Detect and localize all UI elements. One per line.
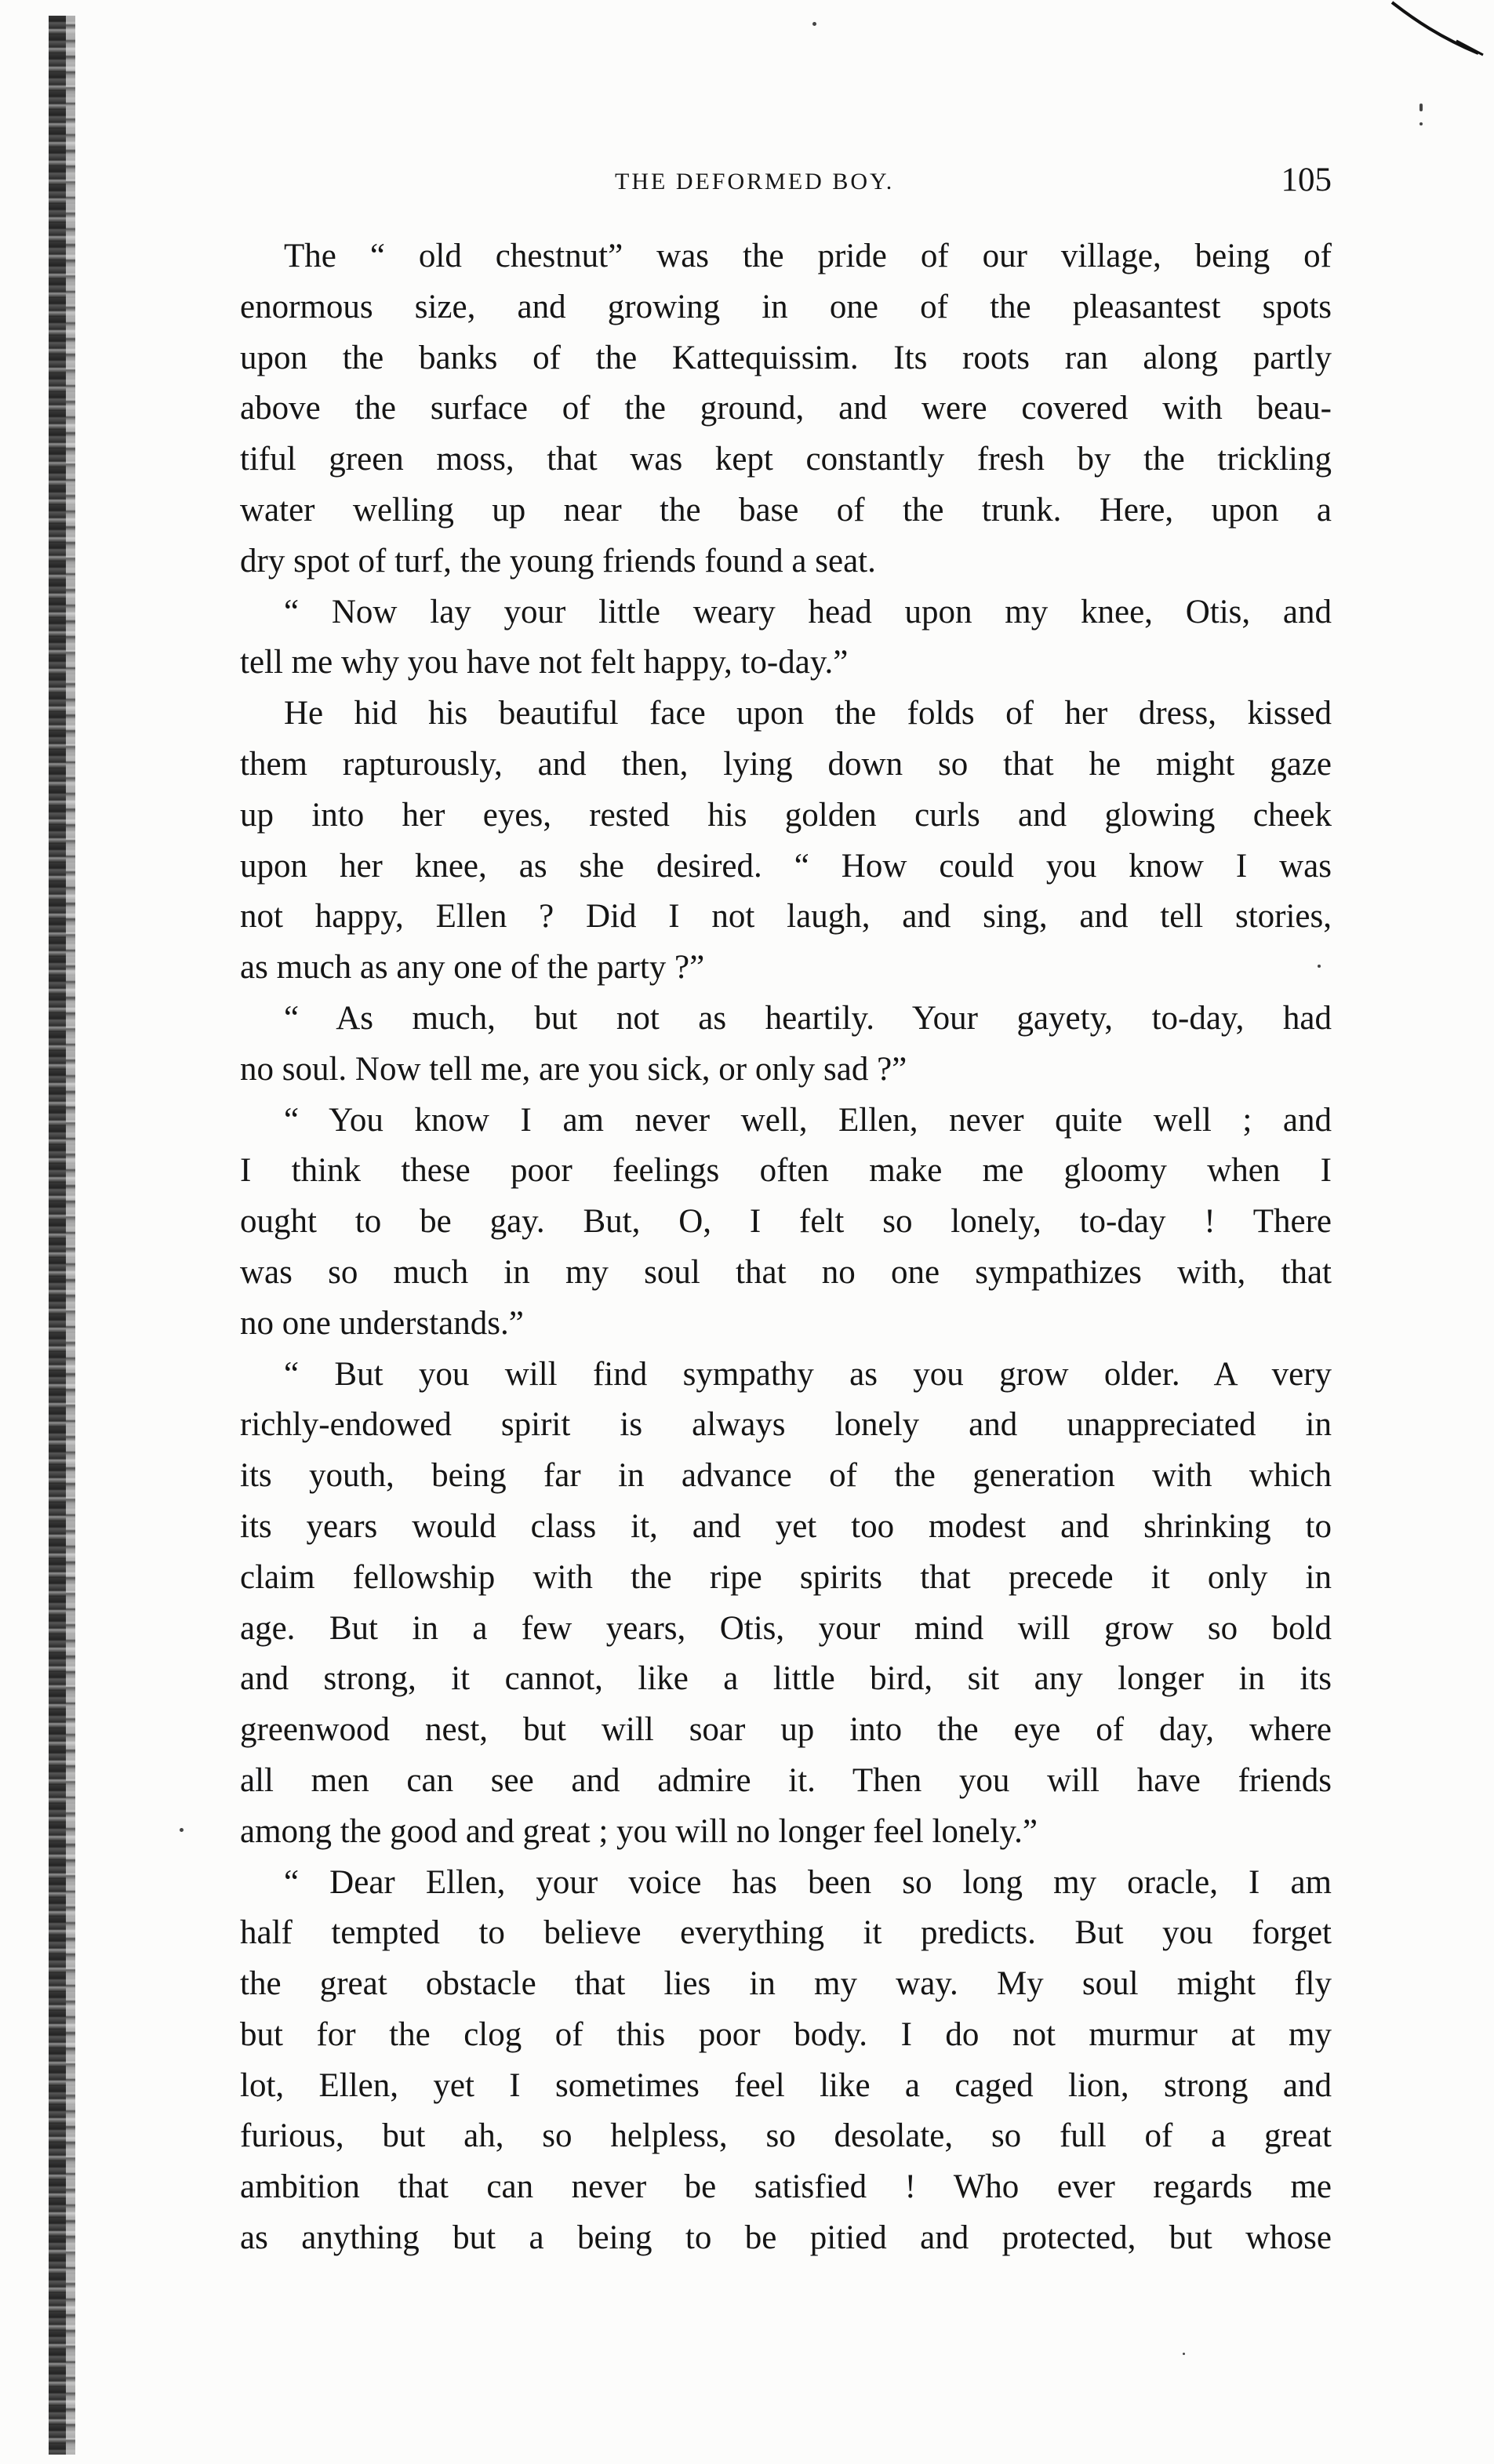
text-line: water welling up near the base of the trunk. Here, upon a bbox=[240, 491, 1332, 529]
text-line: ought to be gay. But, O, I felt so lonely, to-day ! There bbox=[240, 1203, 1332, 1241]
text-line: but for the clog of this poor body. I do not murmur at my bbox=[240, 2015, 1332, 2053]
text-line: up into her eyes, rested his golden curls and glowing cheek bbox=[240, 796, 1332, 834]
page-speck bbox=[812, 22, 816, 26]
running-title: THE DEFORMED BOY. bbox=[615, 169, 895, 194]
text-line: was so much in my soul that no one sympathizes with, that bbox=[240, 1253, 1332, 1291]
page-speck bbox=[180, 1828, 184, 1832]
text-line: “ But you will find sympathy as you grow older. A very bbox=[284, 1355, 1332, 1393]
text-line: the great obstacle that lies in my way. My soul might fly bbox=[240, 1965, 1332, 2003]
page-speck bbox=[1419, 104, 1423, 111]
text-line: dry spot of turf, the young friends found a seat. bbox=[240, 542, 876, 580]
page-speck bbox=[1419, 122, 1423, 125]
text-line: its youth, being far in advance of the generation with which bbox=[240, 1457, 1332, 1495]
text-line: The “ old chestnut” was the pride of our village, being of bbox=[284, 238, 1332, 274]
text-line: “ You know I am never well, Ellen, never quite well ; and bbox=[284, 1101, 1332, 1139]
text-line: He hid his beautiful face upon the folds of her dress, kissed bbox=[284, 695, 1332, 732]
text-line: “ Now lay your little weary head upon my knee, Otis, and bbox=[284, 593, 1332, 631]
page-number: 105 bbox=[1281, 162, 1332, 198]
text-line: age. But in a few years, Otis, your mind will grow so bold bbox=[240, 1609, 1332, 1647]
text-line: upon the banks of the Kattequissim. Its roots ran along partly bbox=[240, 339, 1332, 376]
page-header bbox=[240, 161, 1332, 208]
text-line: claim fellowship with the ripe spirits that precede it only in bbox=[240, 1558, 1332, 1596]
text-line: half tempted to believe everything it predicts. But you forget bbox=[240, 1914, 1332, 1952]
text-line: richly-endowed spirit is always lonely and unappreciated in bbox=[240, 1406, 1332, 1444]
text-line: no soul. Now tell me, are you sick, or only sad ?” bbox=[240, 1050, 907, 1088]
text-line: above the surface of the ground, and were covered with beau- bbox=[240, 390, 1332, 427]
text-line: and strong, it cannot, like a little bird, sit any longer in its bbox=[240, 1660, 1332, 1698]
corner-ink-mark bbox=[1384, 0, 1494, 71]
text-line: enormous size, and growing in one of the pleasantest spots bbox=[240, 288, 1332, 325]
text-line: among the good and great ; you will no longer feel lonely.” bbox=[240, 1812, 1038, 1850]
text-line: them rapturously, and then, lying down so that he might gaze bbox=[240, 745, 1332, 783]
text-line: not happy, Ellen ? Did I not laugh, and sing, and tell stories, bbox=[240, 898, 1332, 936]
text-line: greenwood nest, but will soar up into the eye of day, where bbox=[240, 1711, 1332, 1749]
text-line: all men can see and admire it. Then you will have friends bbox=[240, 1761, 1332, 1799]
page-speck bbox=[1183, 2353, 1185, 2355]
text-line: as much as any one of the party ?” bbox=[240, 949, 705, 987]
text-line: no one understands.” bbox=[240, 1304, 524, 1342]
text-line: as anything but a being to be pitied and protected, but whose bbox=[240, 2219, 1332, 2257]
text-line: “ As much, but not as heartily. Your gayety, to-day, had bbox=[284, 999, 1332, 1037]
text-line: upon her knee, as she desired. “ How could you know I was bbox=[240, 847, 1332, 885]
book-binding-edge bbox=[49, 16, 75, 2455]
text-line: I think these poor feelings often make me gloomy when I bbox=[240, 1152, 1332, 1190]
text-line: “ Dear Ellen, your voice has been so long my oracle, I am bbox=[284, 1863, 1332, 1901]
text-line: furious, but ah, so helpless, so desolate, so full of a great bbox=[240, 2117, 1332, 2155]
text-line: tiful green moss, that was kept constantly fresh by the trickling bbox=[240, 441, 1332, 478]
body-text bbox=[240, 231, 1332, 2264]
text-line: its years would class it, and yet too modest and shrinking to bbox=[240, 1507, 1332, 1545]
text-line: lot, Ellen, yet I sometimes feel like a caged lion, strong and bbox=[240, 2066, 1332, 2104]
text-line: ambition that can never be satisfied ! Who ever regards me bbox=[240, 2168, 1332, 2206]
text-line: tell me why you have not felt happy, to-day.” bbox=[240, 644, 849, 681]
